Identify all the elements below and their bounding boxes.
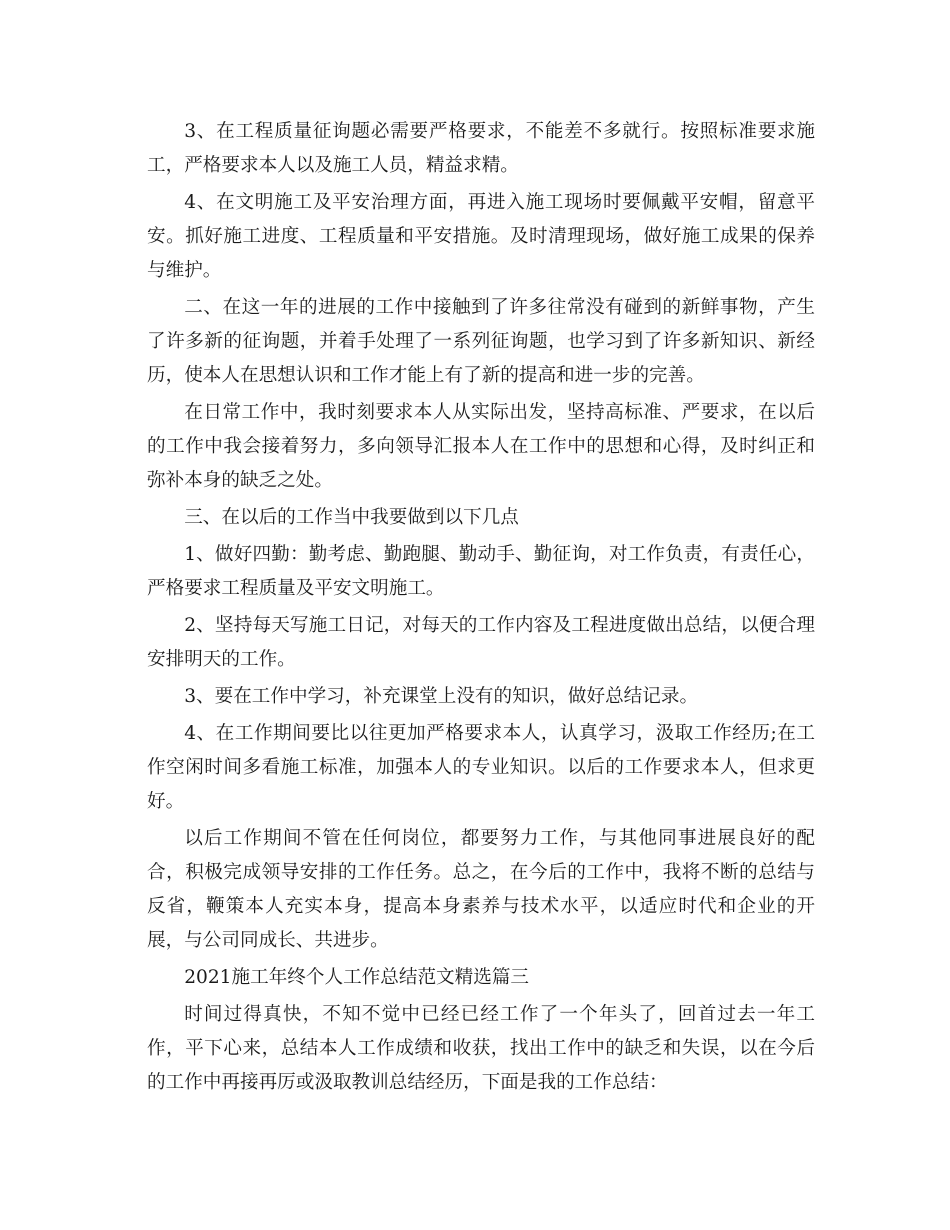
- paragraph-section-two: 二、在这一年的进展的工作中接触到了许多往常没有碰到的新鲜事物，产生了许多新的征询题，并着手处理了一系列征询题，也学习到了许多新知识、新经历，使本人在思想认识和工作才能上有了新的提高和进一步的完善。: [147, 297, 815, 386]
- paragraph-quality: 3、在工程质量征询题必需要严格要求，不能差不多就行。按照标准要求施工，严格要求本人以及施工人员，精益求精。: [147, 121, 815, 176]
- paragraph-article-three-title: 2021施工年终个人工作总结范文精选篇三: [184, 967, 530, 988]
- paragraph-point-2: 2、坚持每天写施工日记，对每天的工作内容及工程进度做出总结，以便合理安排明天的工作。: [147, 615, 815, 670]
- paragraph-civilized-construction: 4、在文明施工及平安治理方面，再进入施工现场时要佩戴平安帽，留意平安。抓好施工进度、工程质量和平安措施。及时清理现场，做好施工成果的保养与维护。: [147, 192, 815, 281]
- paragraph-point-3: 3、要在工作中学习，补充课堂上没有的知识，做好总结记录。: [184, 686, 699, 707]
- paragraph-future-work: 以后工作期间不管在任何岗位，都要努力工作，与其他同事进展良好的配合，积极完成领导安排的工作任务。总之，在今后的工作中，我将不断的总结与反省，鞭策本人充实本身，提高本身素养与技术水平，以适应时代和企业的开展，与公司同成长、共进步。: [147, 828, 815, 951]
- paragraph-section-three-heading: 三、在以后的工作当中我要做到以下几点: [184, 507, 519, 528]
- paragraph-time-flies: 时间过得真快，不知不觉中已经已经工作了一个年头了，回首过去一年工作，平下心来，总结本人工作成绩和收获，找出工作中的缺乏和失误，以在今后的工作中再接再厉或汲取教训总结经历，下面是我的工作总结：: [147, 1004, 815, 1093]
- paragraph-daily-work: 在日常工作中，我时刻要求本人从实际出发，坚持高标准、严要求，在以后的工作中我会接着努力，多向领导汇报本人在工作中的思想和心得，及时纠正和弥补本身的缺乏之处。: [147, 402, 815, 491]
- paragraph-point-4: 4、在工作期间要比以往更加严格要求本人，认真学习，汲取工作经历;在工作空闲时间多看施工标准，加强本人的专业知识。以后的工作要求本人，但求更好。: [147, 723, 815, 812]
- document-body: [147, 115, 815, 1103]
- paragraph-point-1: 1、做好四勤：勤考虑、勤跑腿、勤动手、勤征询，对工作负责，有责任心，严格要求工程质量及平安文明施工。: [147, 544, 815, 599]
